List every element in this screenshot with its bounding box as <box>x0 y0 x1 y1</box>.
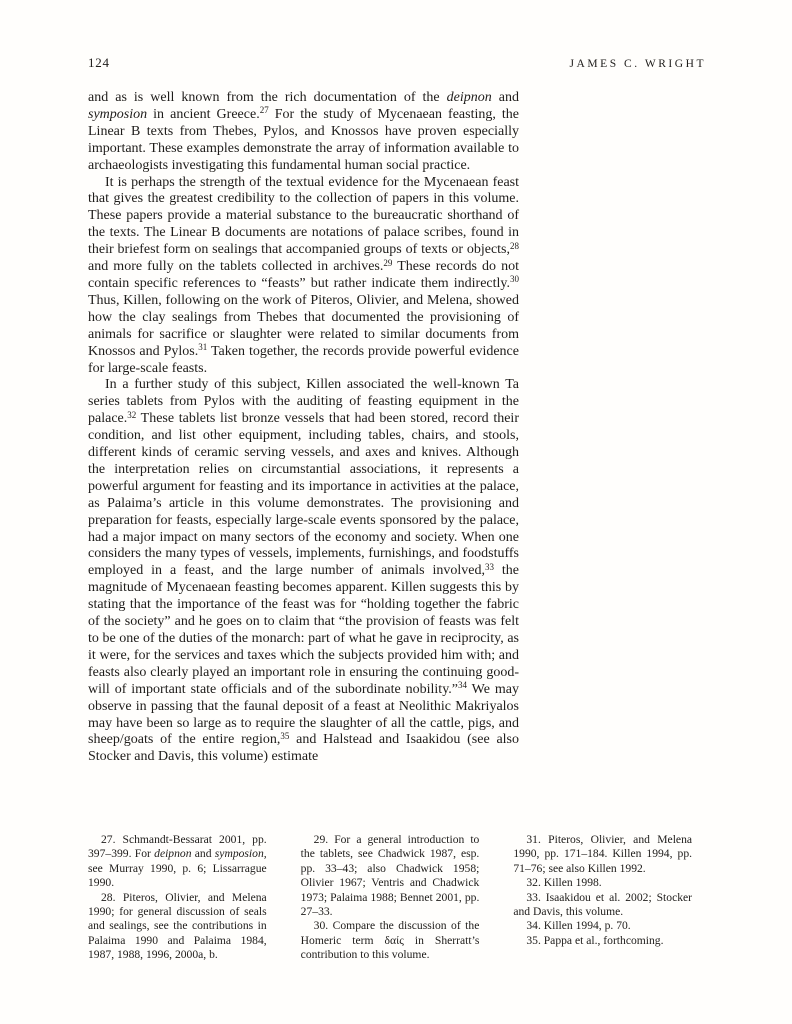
text-segment: and as is well known from the rich documentation of the <box>88 90 447 105</box>
text-segment: 35. Pappa et al., forthcoming. <box>526 933 664 947</box>
footnote-33 <box>513 891 692 920</box>
text-segment: see Murray 1990, p. 6; Lissarrague 1990. <box>88 861 267 890</box>
text-segment: In a further study of this subject, Killen associated the well-known Ta series tablets from Pylos with the auditing of feasting equipment in the palace. <box>88 377 519 427</box>
footnote-reference: 35 <box>280 730 290 741</box>
text-segment: and Halstead and Isaakidou (see also Stocker and Davis, this volume) estimate <box>88 732 519 765</box>
text-segment: Taken together, the records provide powerful evidence for large-scale feasts. <box>88 343 519 376</box>
text-segment: It is perhaps the strength of the textual evidence for the Mycenaean feast that gives the greatest credibility to the collection of papers in this volume. These papers provide a material substance to the bureaucratic shorthand of the texts. The Linear B documents are notations of palace scribes, found in their briefest form on sealings that accompanied groups of texts or objects, <box>88 174 519 258</box>
text-segment: 27. Schmandt-Bessarat 2001, pp. 397–399. For <box>88 833 267 861</box>
footnote-31 <box>513 833 692 876</box>
text-segment: Thus, Killen, following on the work of Piteros, Olivier, and Melena, showed how the clay sealings from Thebes that documented the provisioning of animals for sacrifice or slaughter were related to similar documents from Knossos and Pylos. <box>88 292 519 359</box>
text-segment: symposion <box>88 106 148 122</box>
text-segment: the magnitude of Mycenaean feasting becomes apparent. Killen suggests this by stating that the importance of the feast was for “holding together the fabric of the society” and he goes on to claim that “the provision of feasts was felt to be one of the duties of the monarch: part of what he gave in reciprocity, as it were, for the services and taxes which the subjects provided him with; and feasts also clearly played an important role in ensuring the continuing good-will of important state officials and of the subordinate nobility.” <box>88 563 519 697</box>
footnote-reference: 30 <box>510 274 519 285</box>
paragraph-2 <box>88 175 519 378</box>
footnote-reference: 27 <box>259 105 269 116</box>
footnote-reference: 33 <box>484 561 494 572</box>
paragraph-1 <box>88 90 519 175</box>
running-title: JAMES C. WRIGHT <box>569 58 706 70</box>
text-segment: 30. Compare the discussion of the Homeric term δαίς in Sherratt’s contribution to this volume. <box>300 919 480 962</box>
text-segment: These tablets list bronze vessels that had been stored, record their condition, and list other equipment, including tables, chairs, and stools, different kinds of ceramic serving vessels, and axes and knives. Although the interpretation relies on circumstantial associations, it represents a powerful argument for feasting and its importance in activities at the palace, as Palaima’s article in this volume demonstrates. The provisioning and preparation for feasts, especially large-scale events sponsored by the palace, had a major impact on many sectors of the economy and society. When one considers the many types of vessels, implements, furnishings, and foodstuffs employed in a feast, and the large number of animals involved, <box>88 411 519 579</box>
text-segment: and more fully on the tablets collected in archives. <box>88 259 384 275</box>
text-segment: deipnon <box>154 847 192 861</box>
text-segment: For the study of Mycenaean feasting, the Linear B texts from Thebes, Pylos, and Knossos have proven especially important. These examples demonstrate the array of information available to archaeologists investigating this fundamental human social practice. <box>88 106 519 173</box>
text-segment: 32. Killen 1998. <box>526 876 602 890</box>
footnote-30 <box>301 919 480 962</box>
footnote-34 <box>513 919 692 933</box>
text-segment: We may observe in passing that the faunal deposit of a feast at Neolithic Makriyalos may have been so large as to require the slaughter of all the cattle, pigs, and sheep/goats of the entire region, <box>88 681 519 748</box>
text-segment: and <box>191 847 215 861</box>
footnote-reference: 28 <box>510 240 519 251</box>
footnote-reference: 34 <box>458 680 468 691</box>
body-text <box>88 90 519 766</box>
text-segment: deipnon <box>446 90 492 105</box>
footnote-column-2 <box>301 833 480 963</box>
text-segment: 29. For a general introduction to the tablets, see Chadwick 1987, esp. pp. 33–43; also Chadwick 1958; Olivier 1967; Ventris and Chadwick 1973; Palaima 1988; Bennet 2001, pp. 27–33. <box>300 833 480 919</box>
page-header <box>88 55 706 71</box>
text-segment: symposion, <box>214 847 267 861</box>
text-segment: 34. Killen 1994, p. 70. <box>526 919 631 933</box>
footnote-reference: 31 <box>198 342 208 353</box>
text-segment: 28. Piteros, Olivier, and Melena 1990; for general discussion of seals and sealings, see the contributions in Palaima 1990 and Palaima 1984, 1987, 1988, 1996, 2000a, b. <box>88 890 267 962</box>
text-segment: in ancient Greece. <box>147 106 260 122</box>
footnote-32 <box>513 876 692 890</box>
footnote-reference: 29 <box>383 257 393 268</box>
paragraph-3 <box>88 377 519 766</box>
text-segment: 33. Isaakidou et al. 2002; Stocker and Davis, this volume. <box>513 890 693 919</box>
page-number: 124 <box>88 55 110 70</box>
footnote-35 <box>513 934 692 948</box>
text-segment: and <box>491 90 519 105</box>
text-segment: 31. Piteros, Olivier, and Melena 1990, pp. 171–184. Killen 1994, pp. 71–76; see also Killen 1992. <box>513 833 693 875</box>
footnote-28 <box>88 891 267 963</box>
footnote-29 <box>301 833 480 919</box>
footnote-27 <box>88 833 267 891</box>
text-segment: These records do not contain specific references to “feasts” but rather indicate them indirectly. <box>88 259 520 291</box>
footnote-column-3 <box>513 833 692 963</box>
footnotes <box>88 833 692 963</box>
footnote-reference: 32 <box>127 409 137 420</box>
footnote-column-1 <box>88 833 267 963</box>
